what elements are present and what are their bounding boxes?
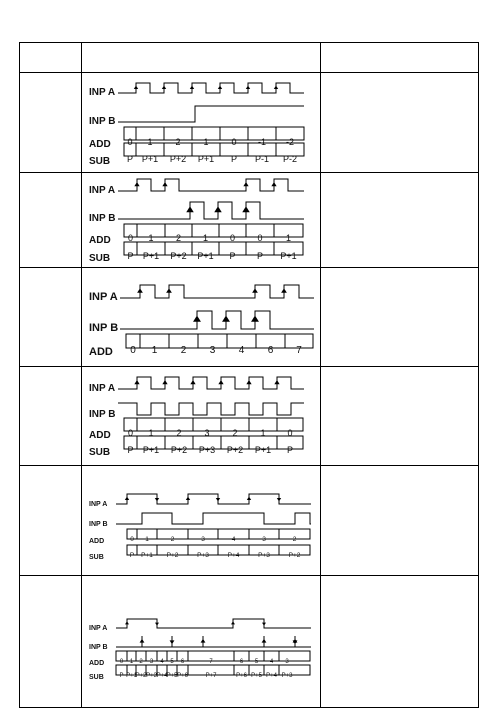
- counter-value: P+5: [251, 673, 262, 679]
- counter-value: 6: [180, 659, 185, 665]
- counter-value: 2: [176, 428, 182, 438]
- rising-edge-arrow: [274, 86, 278, 90]
- counter-value: 2: [139, 659, 143, 665]
- rising-edge-arrow: [242, 206, 249, 212]
- rising-edge-arrow: [166, 288, 172, 293]
- signal-label: INP A: [89, 625, 108, 632]
- signal-label: INP A: [89, 383, 116, 394]
- counter-label: ADD: [89, 346, 113, 358]
- rising-edge-arrow: [125, 497, 129, 501]
- counter-label: ADD: [89, 139, 111, 150]
- counter-value: 6: [267, 345, 274, 356]
- counter-value: P: [126, 154, 134, 164]
- counter-value: P+3: [146, 673, 157, 679]
- counter-value: 0: [119, 659, 124, 665]
- counter-value: 3: [209, 345, 216, 356]
- counter-value: P: [119, 673, 124, 679]
- rising-edge-arrow: [218, 380, 223, 384]
- counter-label: SUB: [89, 554, 104, 561]
- counter-value: 5: [254, 659, 259, 665]
- diagram-row-6: [89, 619, 311, 681]
- counter-value: P: [127, 445, 134, 455]
- counter-value: 7: [209, 659, 213, 665]
- counter-value: 1: [129, 659, 134, 665]
- waveform: [116, 619, 311, 628]
- counter-value: P+1: [141, 154, 159, 164]
- signal-label: INP B: [89, 116, 116, 127]
- counter-value: P+1: [197, 154, 215, 164]
- falling-edge-arrow: [155, 623, 159, 626]
- counter-value: 1: [148, 233, 154, 243]
- counter-value: P: [230, 154, 238, 164]
- counter-value: P: [127, 251, 134, 261]
- signal-label: INP B: [89, 644, 108, 651]
- falling-edge-arrow: [155, 498, 159, 502]
- counter-value: 1: [148, 428, 154, 438]
- counter-value: P+3: [198, 445, 216, 455]
- counter-value: P+5: [166, 673, 178, 679]
- rising-edge-arrow: [251, 316, 259, 322]
- counter-value: 7: [296, 345, 302, 356]
- counter-value: 0: [130, 345, 136, 356]
- counter-value: P+1: [197, 251, 214, 261]
- rising-edge-arrow: [134, 86, 138, 90]
- counter-value: P+4: [227, 552, 240, 559]
- rising-edge-arrow: [137, 288, 143, 293]
- waveform: [118, 106, 304, 122]
- counter-value: P+6: [177, 673, 188, 679]
- rising-edge-arrow: [281, 288, 287, 293]
- counter-value: -2: [285, 137, 295, 147]
- counter-label: SUB: [89, 674, 104, 681]
- rising-edge-arrow: [246, 86, 250, 90]
- waveform: [118, 403, 304, 415]
- rising-edge-arrow: [222, 316, 230, 322]
- counter-value: P+1: [141, 552, 153, 559]
- rising-edge-arrow: [190, 86, 194, 90]
- counter-value: 0: [127, 428, 134, 438]
- counter-label: ADD: [89, 430, 111, 441]
- rising-edge-arrow: [186, 206, 193, 212]
- counter-value: 2: [292, 536, 297, 543]
- signal-label: INP B: [89, 322, 119, 334]
- waveform: [116, 513, 311, 524]
- counter-value: 4: [269, 659, 274, 665]
- signal-label: INP B: [89, 213, 116, 224]
- counter-value: 1: [260, 428, 266, 438]
- rising-edge-arrow: [162, 182, 167, 186]
- counter-value: 0: [231, 137, 237, 147]
- counter-value: P+4: [156, 673, 168, 679]
- counter-box: [116, 651, 310, 661]
- counter-value: P+2: [170, 251, 187, 261]
- counter-value: P-2: [282, 154, 298, 164]
- counter-value: P: [256, 251, 264, 261]
- counter-value: 2: [180, 345, 187, 356]
- falling-edge-arrow: [262, 623, 266, 626]
- counter-value: P+1: [254, 445, 272, 455]
- counter-value: P+1: [126, 673, 137, 679]
- rising-edge-arrow: [190, 380, 195, 384]
- waveform: [120, 311, 314, 329]
- counter-value: 4: [238, 345, 245, 356]
- rising-edge-arrow: [231, 621, 235, 624]
- counter-value: P+1: [142, 445, 160, 455]
- diagram-row-1: [89, 83, 304, 167]
- rising-edge-arrow: [193, 316, 201, 322]
- falling-edge-arrow: [216, 498, 220, 502]
- counter-value: P+2: [170, 445, 188, 455]
- rising-edge-arrow: [125, 621, 129, 624]
- counter-value: P+2: [226, 445, 244, 455]
- waveform: [116, 494, 311, 504]
- counter-value: P+3: [281, 673, 293, 679]
- signal-label: INP A: [89, 87, 116, 98]
- rising-edge-arrow: [162, 380, 167, 384]
- counter-value: 0: [229, 233, 236, 243]
- counter-value: 1: [151, 345, 158, 356]
- signal-label: INP A: [89, 185, 116, 196]
- counter-value: 3: [204, 428, 210, 438]
- counter-label: SUB: [89, 253, 111, 264]
- counter-label: SUB: [89, 156, 111, 167]
- counter-value: 1: [145, 536, 149, 543]
- waveform: [118, 202, 304, 219]
- waveform: [118, 179, 304, 191]
- counter-value: 0: [257, 233, 263, 243]
- rising-edge-arrow: [218, 86, 222, 90]
- counter-value: 6: [239, 659, 244, 665]
- counter-value: 2: [175, 137, 181, 147]
- rising-edge-arrow: [134, 182, 139, 186]
- counter-label: ADD: [89, 660, 105, 667]
- rising-edge-arrow: [274, 380, 279, 384]
- counter-value: 4: [160, 659, 164, 665]
- rising-edge-arrow: [243, 182, 248, 186]
- diagram-row-2: [89, 179, 304, 264]
- counter-value: P+2: [288, 552, 301, 559]
- counter-value: 1: [202, 233, 209, 243]
- counter-value: P+1: [280, 251, 297, 261]
- counter-value: 0: [127, 137, 133, 147]
- counter-value: P+4: [266, 673, 277, 679]
- counter-label: ADD: [89, 538, 105, 545]
- counter-value: 3: [149, 659, 154, 665]
- rising-edge-arrow: [271, 182, 276, 186]
- counter-value: P: [286, 445, 294, 455]
- rising-edge-arrow: [247, 497, 251, 501]
- diagram-row-4: [89, 377, 304, 458]
- rising-edge-arrow: [186, 497, 190, 501]
- counter-value: P+6: [236, 673, 247, 679]
- falling-edge-arrow: [277, 498, 281, 502]
- signal-label: INP B: [89, 409, 116, 420]
- counter-value: P: [129, 552, 135, 559]
- counter-value: 2: [175, 233, 182, 243]
- signal-label: INP A: [89, 501, 108, 508]
- counter-value: P+1: [142, 251, 160, 261]
- counter-value: 2: [170, 536, 175, 543]
- counter-value: 3: [201, 536, 205, 543]
- counter-value: 3: [285, 659, 289, 665]
- diagram-row-3: [89, 285, 314, 358]
- counter-value: P+3: [197, 552, 209, 559]
- counter-value: P+2: [135, 673, 147, 679]
- counter-value: 2: [232, 428, 238, 438]
- counter-value: 1: [203, 137, 209, 147]
- rising-edge-arrow: [252, 288, 258, 293]
- counter-value: 4: [231, 536, 236, 543]
- diagram-row-5: [89, 494, 311, 561]
- counter-value: 5: [170, 659, 174, 665]
- counter-value: P+3: [258, 552, 270, 559]
- counter-value: P+7: [205, 673, 217, 679]
- counter-value: -1: [257, 137, 267, 147]
- counter-value: P: [229, 251, 236, 261]
- rising-edge-arrow: [214, 206, 221, 212]
- counter-label: SUB: [89, 447, 111, 458]
- rising-edge-arrow: [246, 380, 251, 384]
- counter-value: 1: [285, 233, 292, 243]
- counter-value: 0: [127, 233, 134, 243]
- counter-value: 1: [147, 137, 153, 147]
- signal-label: INP A: [89, 291, 118, 303]
- rising-edge-arrow: [134, 380, 139, 384]
- counter-value: P+2: [166, 552, 179, 559]
- signal-label: INP B: [89, 521, 108, 528]
- counter-label: ADD: [89, 235, 111, 246]
- counter-value: P+2: [169, 154, 187, 164]
- counter-value: 0: [287, 428, 293, 438]
- counter-value: 0: [130, 536, 134, 543]
- rising-edge-arrow: [162, 86, 166, 90]
- counter-value: 3: [262, 536, 266, 543]
- counter-value: P-1: [254, 154, 270, 164]
